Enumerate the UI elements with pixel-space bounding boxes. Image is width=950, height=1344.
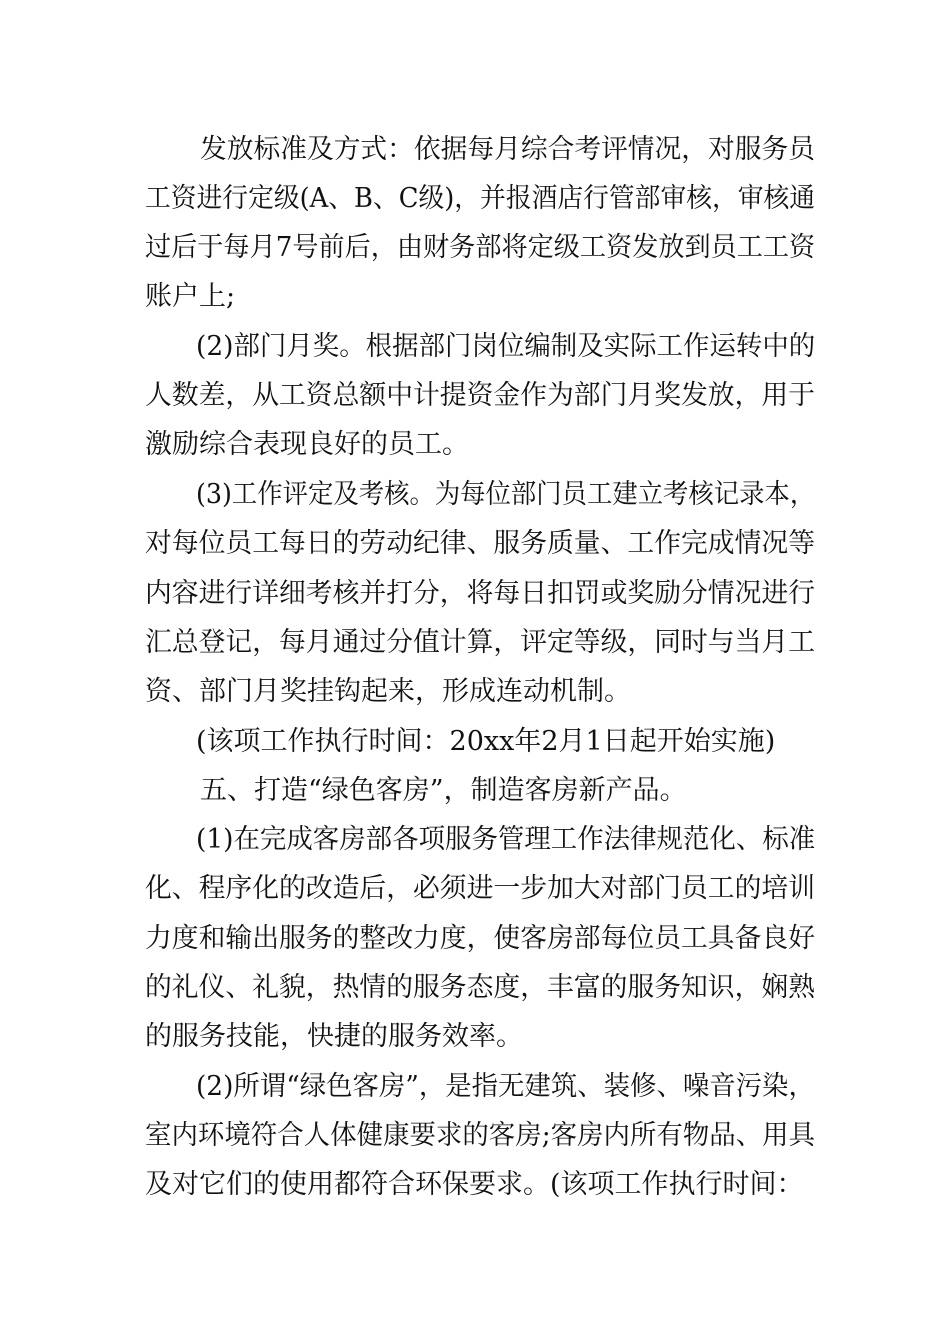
text-line-13: (该项工作执行时间：20xx年2月1日起开始实施) <box>196 726 776 757</box>
text-line-16: 化、程序化的改造后，必须进一步加大对部门员工的培训 <box>145 873 816 904</box>
text-line-20: (2)所谓“绿色客房”，是指无建筑、装修、噪音污染， <box>196 1071 815 1102</box>
text-line-8: (3)工作评定及考核。为每位部门员工建立考核记录本， <box>196 479 816 510</box>
text-line-21: 室内环境符合人体健康要求的客房;客房内所有物品、用具 <box>145 1120 816 1151</box>
text-line-12: 资、部门月奖挂钩起来，形成连动机制。 <box>145 676 631 707</box>
text-line-18: 的礼仪、礼貌，热情的服务态度，丰富的服务知识，娴熟 <box>145 972 816 1003</box>
text-line-4: 账户上; <box>145 281 236 312</box>
text-line-19: 的服务技能，快捷的服务效率。 <box>145 1021 523 1052</box>
text-line-6: 人数差，从工资总额中计提资金作为部门月奖发放，用于 <box>145 380 816 411</box>
text-line-15: (1)在完成客房部各项服务管理工作法律规范化、标准 <box>196 824 816 855</box>
text-line-3: 过后于每月7号前后，由财务部将定级工资发放到员工工资 <box>145 232 816 263</box>
text-line-2: 工资进行定级(A、B、C级)，并报酒店行管部审核，审核通 <box>145 183 816 214</box>
text-line-14: 五、打造“绿色客房”，制造客房新产品。 <box>200 775 687 806</box>
text-line-10: 内容进行详细考核并打分，将每日扣罚或奖励分情况进行 <box>145 578 816 609</box>
text-line-9: 对每位员工每日的劳动纪律、服务质量、工作完成情况等 <box>145 528 816 559</box>
text-line-22: 及对它们的使用都符合环保要求。(该项工作执行时间： <box>145 1169 804 1200</box>
text-line-7: 激励综合表现良好的员工。 <box>145 429 469 460</box>
text-line-5: (2)部门月奖。根据部门岗位编制及实际工作运转中的 <box>196 331 816 362</box>
text-line-11: 汇总登记，每月通过分值计算，评定等级，同时与当月工 <box>145 627 816 658</box>
text-line-1: 发放标准及方式：依据每月综合考评情况，对服务员 <box>200 134 815 165</box>
text-line-17: 力度和输出服务的整改力度，使客房部每位员工具备良好 <box>145 923 816 954</box>
